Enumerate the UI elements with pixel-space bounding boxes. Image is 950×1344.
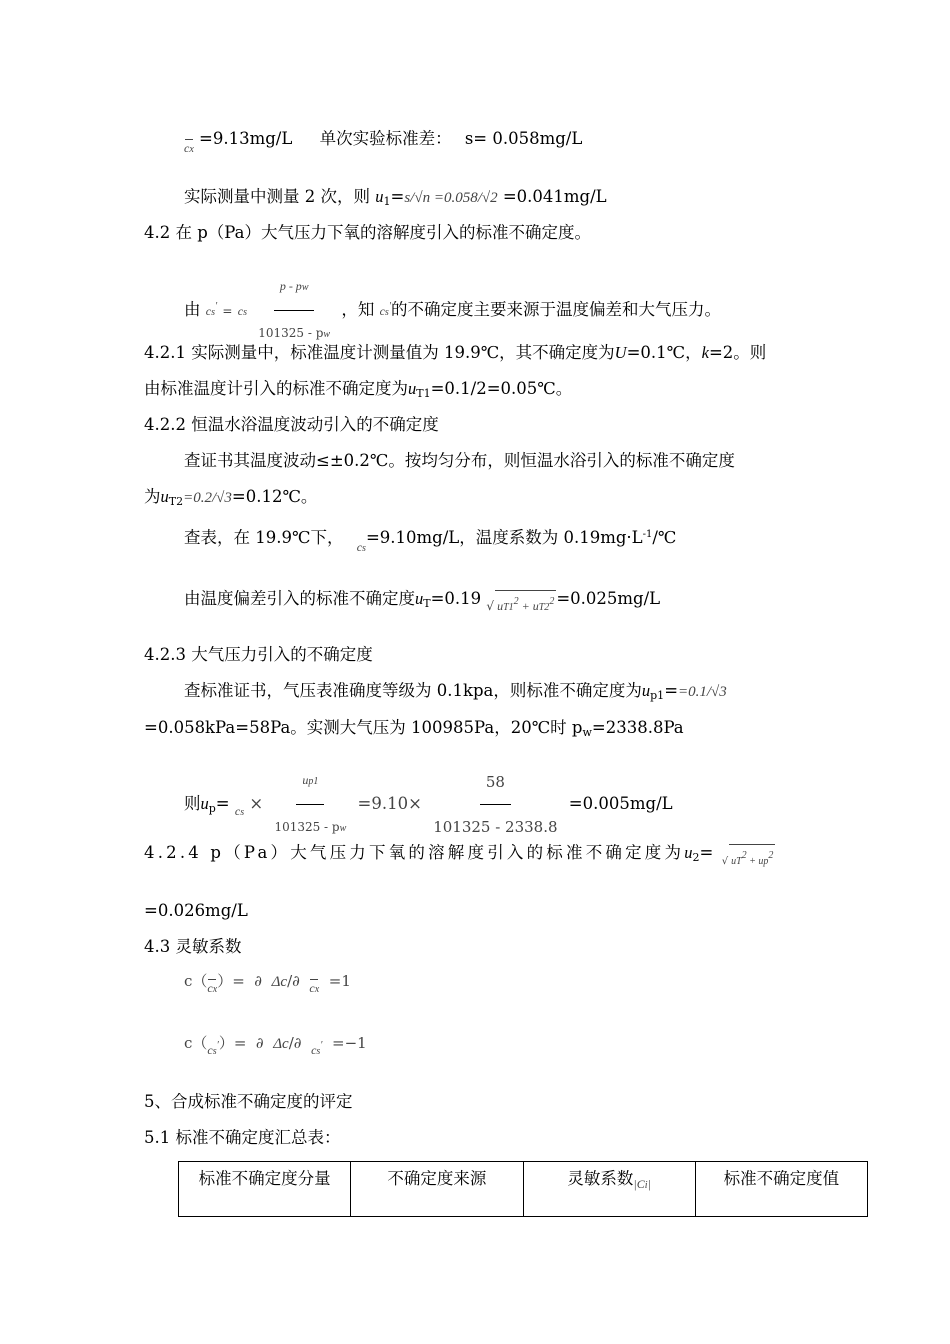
p422-line2: 为$u_{T2}=0.2/√3=0.12℃$。: [144, 487, 318, 508]
p422-line3: 查表，在 19.9℃下， $_{cs}$=9.10mg/L，温度系数为 $0.19mg\cdot L^{-1}/℃$: [184, 528, 677, 554]
section-4-3-heading: 4.3 灵敏系数: [144, 937, 242, 956]
sensitivity-2: $c(_{cs'})=$ ∂ Δc/∂ $_{cs'}$ =−1: [184, 1034, 367, 1057]
p421-u-eq: =0.1℃，: [626, 343, 702, 362]
p424-line1: 4.2.4 p（Pa）大气压力下氧的溶解度引入的标准不确定度为$u_2= _{√ uT2 + up2}$: [144, 842, 775, 873]
single-sd-label: 单次实验标准差：: [319, 129, 452, 148]
p422-text4b: =0.19: [430, 589, 482, 608]
p422-text2c: =0.12℃。: [231, 487, 318, 506]
cs-prime-formula-line: 由 cs′ = cs $\frac{p - pw}{101325 - pw}$ ，知 cs′的不确定度主要来源于温度偏差和大气压力。: [184, 266, 721, 355]
p422-text4a: 由温度偏差引入的标准不确定度: [184, 589, 415, 608]
up-frac1-den: 101325 - p: [274, 820, 340, 834]
sqrt-uT-expression: √ uT12 + uT22: [486, 599, 556, 613]
u1-text: 实际测量中测量 2 次，则: [184, 187, 370, 206]
cx-bar-symbol: cx: [184, 137, 194, 161]
p424-text1: 4.2.4 p（Pa）大气压力下氧的溶解度引入的标准不确定度为: [144, 843, 685, 862]
p423-text1: 查标准证书，气压表准确度等级为 0.1kpa，则标准不确定度为: [184, 681, 642, 700]
formula-tail: ，知: [341, 300, 375, 319]
uncertainty-summary-table: [178, 1161, 868, 1217]
table-header-cell: 标准不确定度值: [695, 1162, 867, 1217]
table-header-cell: [523, 1162, 695, 1217]
p422-text2a: 为: [144, 487, 161, 506]
p422-text4c: =0.025mg/L: [556, 589, 661, 608]
p423-text2b: =2338.8Pa: [591, 718, 684, 737]
p424-line2: =0.026mg/L: [144, 901, 248, 920]
table-header-cell: 不确定度来源: [351, 1162, 523, 1217]
up-frac2-den: 101325 - 2338.8: [433, 818, 558, 836]
p421-k-eq: =2。则: [708, 343, 767, 362]
up-lead: 则: [184, 794, 201, 813]
p423-line2: =0.058kPa=58Pa。实测大气压为 100985Pa，20℃时 $p_w=2338.8Pa$: [144, 718, 684, 739]
p423-line1: 查标准证书，气压表准确度等级为 0.1kpa，则标准不确定度为$u_{p1}==0.1/√3$: [184, 681, 727, 702]
cs-frac-num: p - p: [279, 279, 302, 293]
formula-eq: =: [222, 304, 233, 318]
u1-expr: s/√n =0.058/√2: [404, 190, 498, 206]
single-sd-value: s= 0.058mg/L: [464, 129, 583, 148]
p423-text2: =0.058kPa=58Pa。实测大气压为 100985Pa，20℃时 p: [144, 718, 583, 737]
table-header-row: [179, 1162, 868, 1217]
sensitivity-1: c（cx）= ∂ Δc/∂ cx =1: [184, 970, 351, 1001]
up-fraction-2: [427, 762, 563, 847]
p422-text3b: =9.10mg/L，温度系数为 0.19mg·L: [365, 528, 643, 547]
cx-value: =9.13mg/L: [199, 129, 293, 148]
u1-result: =0.041mg/L: [502, 187, 607, 206]
p421-text1: 4.2.1 实际测量中，标准温度计测量值为 19.9℃，其不确定度为: [144, 343, 615, 362]
cs-fraction: $\frac{p - pw}{101325 - pw}$: [252, 266, 336, 355]
section-5-heading: 5、合成标准不确定度的评定: [144, 1092, 353, 1111]
up-formula-line: 则$u_p= _{cs}$ × $\frac{up1}{101325 - pw}$ =9.10× $\frac{58}{101325 - 2338.8}$ =0.005mg/L: [184, 760, 673, 849]
p421-line2: 由标准温度计引入的标准不确定度为$u_{T1}=0.1/2=0.05℃$。: [144, 379, 573, 400]
formula-lead: 由: [184, 300, 201, 319]
p421-line1: 4.2.1 实际测量中，标准温度计测量值为 19.9℃，其不确定度为U=0.1℃，k=2。则: [144, 343, 767, 362]
sensitivity-2-value: =−1: [332, 1034, 367, 1052]
p421-text2b: =0.1/2=0.05℃。: [430, 379, 573, 398]
sensitivity-1-value: =1: [328, 972, 351, 990]
cx-mean-line: [184, 128, 582, 161]
p422-text3a: 查表，在 19.9℃下，: [184, 528, 344, 547]
formula-tail2: 的不确定度主要来源于温度偏差和大气压力。: [391, 300, 721, 319]
section-5-1-heading: 5.1 标准不确定度汇总表：: [144, 1128, 341, 1147]
up-frac2-num: 58: [480, 762, 511, 805]
up-mid: =9.10×: [357, 794, 422, 813]
p422-text3c: /℃: [652, 528, 677, 547]
ci-symbol: |Ci|: [633, 1177, 651, 1191]
section-4-2-heading: 4.2 在 p（Pa）大气压力下氧的溶解度引入的标准不确定度。: [144, 223, 591, 242]
table-header-cell: 标准不确定度分量: [179, 1162, 351, 1217]
p422-expr: =0.2/√3: [183, 490, 232, 506]
p422-line1: 查证书其温度波动≤±0.2℃。按均匀分布，则恒温水浴引入的标准不确定度: [184, 451, 735, 470]
p421-text2a: 由标准温度计引入的标准不确定度为: [144, 379, 408, 398]
sqrt-u2-expression: √ uT2 + up2: [722, 856, 776, 867]
section-4-2-2-heading: 4.2.2 恒温水浴温度波动引入的不确定度: [144, 415, 439, 434]
section-4-2-3-heading: 4.2.3 大气压力引入的不确定度: [144, 645, 373, 664]
up-result: =0.005mg/L: [568, 794, 673, 813]
cs-frac-den: 101325 - p: [258, 326, 324, 340]
up-fraction-1: $\frac{up1}{101325 - pw}$: [268, 760, 352, 849]
p423-expr: =0.1/√3: [678, 684, 727, 700]
u1-line: 实际测量中测量 2 次，则 $u_1=s/√n =0.058/√2 =0.041mg/L$: [184, 187, 607, 208]
p422-line4: 由温度偏差引入的标准不确定度$u_T=0.19$ $_{√ uT1^2 + uT2^2}$ =0.025mg/L: [184, 588, 660, 619]
sensitivity-header-label: 灵敏系数: [567, 1169, 634, 1188]
u1-eq: =: [390, 187, 405, 206]
